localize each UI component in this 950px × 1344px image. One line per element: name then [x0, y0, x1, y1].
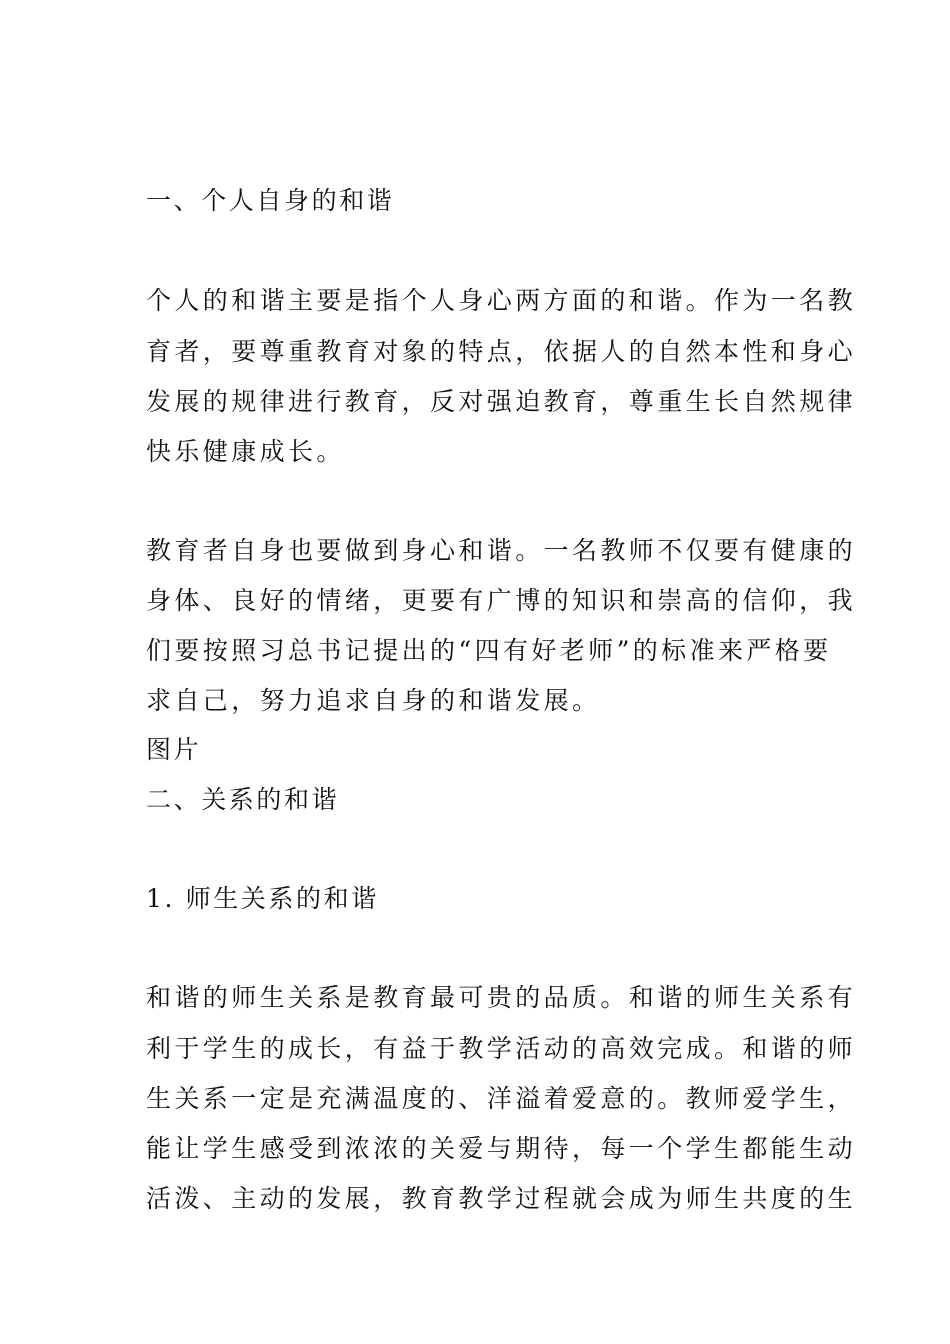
image-placeholder-label: 图片 [146, 735, 202, 764]
paragraph-line: 和谐的师生关系是教育最可贵的品质。和谐的师生关系有 [146, 983, 857, 1012]
paragraph-line: 们要按照习总书记提出的“四有好老师”的标准来严格要 [146, 636, 832, 665]
paragraph-line: 育者，要尊重教育对象的特点，依据人的自然本性和身心 [146, 337, 857, 366]
paragraph-line: 活泼、主动的发展，教育教学过程就会成为师生共度的生 [146, 1184, 857, 1213]
paragraph-line: 快乐健康成长。 [146, 437, 345, 466]
paragraph-line: 教育者自身也要做到身心和谐。一名教师不仅要有健康的 [146, 536, 857, 565]
subsection-heading-1: 1. 师生关系的和谐 [146, 884, 379, 913]
section-heading-1: 一、个人自身的和谐 [146, 186, 395, 215]
section-heading-2: 二、关系的和谐 [146, 785, 340, 814]
paragraph-line: 发展的规律进行教育，反对强迫教育，尊重生长自然规律 [146, 387, 857, 416]
paragraph-line: 利于学生的成长，有益于教学活动的高效完成。和谐的师 [146, 1034, 857, 1063]
paragraph-line: 能让学生感受到浓浓的关爱与期待，每一个学生都能生动 [146, 1134, 857, 1163]
paragraph-line: 求自己，努力追求自身的和谐发展。 [146, 686, 601, 715]
paragraph-line: 个人的和谐主要是指个人身心两方面的和谐。作为一名教 [146, 286, 857, 315]
paragraph-line: 生关系一定是充满温度的、洋溢着爱意的。教师爱学生， [146, 1084, 857, 1113]
paragraph-line: 身体、良好的情绪，更要有广博的知识和崇高的信仰，我 [146, 586, 857, 615]
